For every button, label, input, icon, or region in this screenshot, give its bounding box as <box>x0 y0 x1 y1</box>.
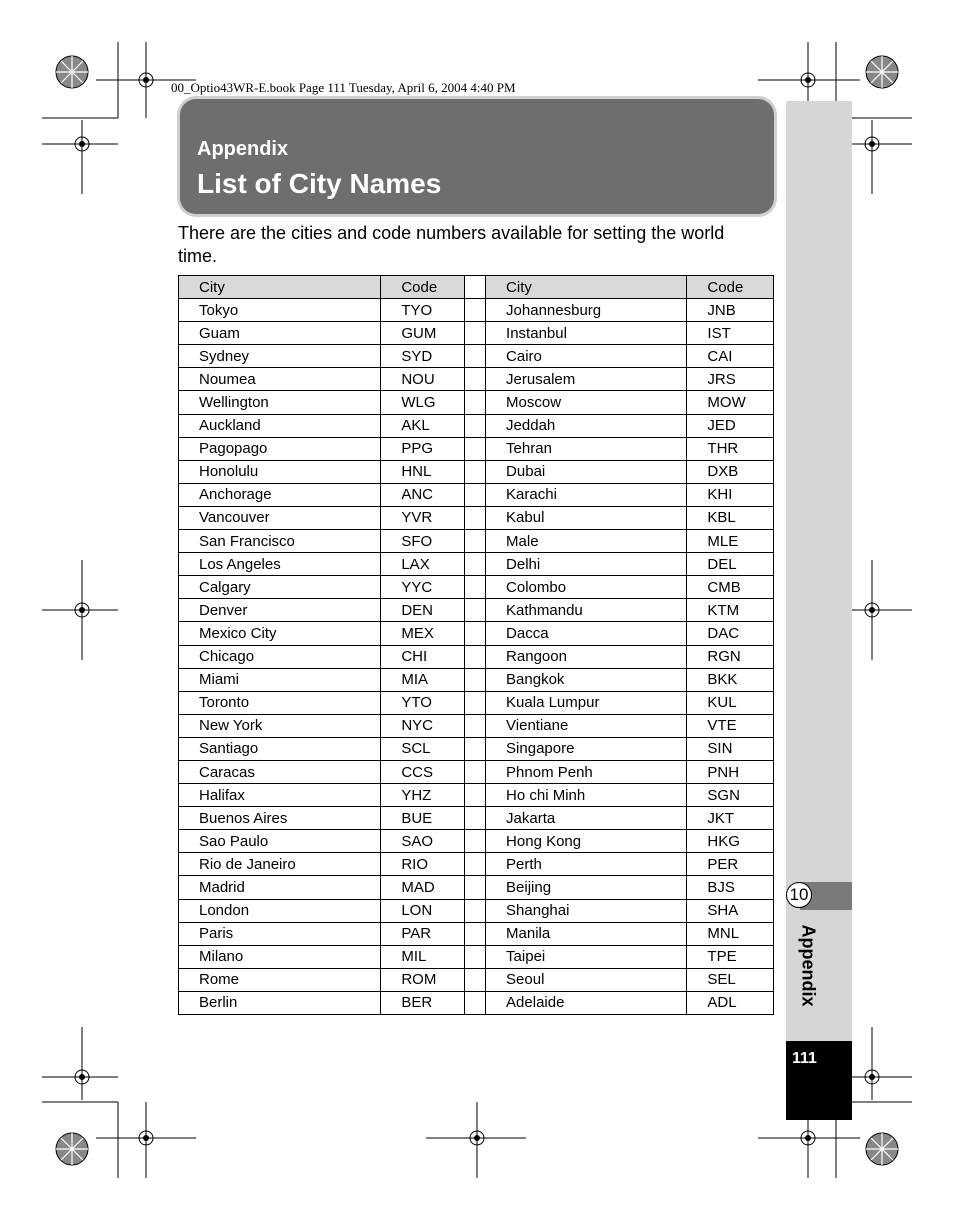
column-separator <box>464 414 486 438</box>
city-right: Delhi <box>485 552 687 576</box>
code-right: IST <box>686 321 774 345</box>
table-row <box>178 900 774 923</box>
city-left: Denver <box>178 598 381 622</box>
table-row <box>178 576 774 599</box>
city-right: Cairo <box>485 344 687 368</box>
code-left: NYC <box>380 714 465 738</box>
city-right: Kuala Lumpur <box>485 691 687 715</box>
table-row <box>178 507 774 530</box>
table-row <box>178 669 774 692</box>
code-left: GUM <box>380 321 465 345</box>
column-separator <box>464 760 486 784</box>
city-right: Rangoon <box>485 645 687 669</box>
code-right: JED <box>686 414 774 438</box>
code-left: NOU <box>380 367 465 391</box>
code-left: SFO <box>380 529 465 553</box>
city-right: Taipei <box>485 945 687 969</box>
table-row <box>178 923 774 946</box>
code-left: MEX <box>380 621 465 645</box>
table-row <box>178 530 774 553</box>
city-left: Halifax <box>178 783 381 807</box>
column-separator <box>464 506 486 530</box>
city-right: Colombo <box>485 575 687 599</box>
table-row <box>178 553 774 576</box>
code-right: TPE <box>686 945 774 969</box>
column-separator <box>464 575 486 599</box>
column-separator <box>464 899 486 923</box>
city-right: Instanbul <box>485 321 687 345</box>
code-left: YTO <box>380 691 465 715</box>
city-left: Madrid <box>178 875 381 899</box>
city-left: Wellington <box>178 390 381 414</box>
code-left: DEN <box>380 598 465 622</box>
city-right: Kathmandu <box>485 598 687 622</box>
code-left: AKL <box>380 414 465 438</box>
city-right: Beijing <box>485 875 687 899</box>
column-separator <box>464 668 486 692</box>
code-left: YYC <box>380 575 465 599</box>
code-left: SCL <box>380 737 465 761</box>
code-left: MIA <box>380 668 465 692</box>
city-left: Honolulu <box>178 460 381 484</box>
column-separator <box>464 367 486 391</box>
column-separator <box>464 691 486 715</box>
table-row <box>178 807 774 830</box>
table-row <box>178 715 774 738</box>
header-code-left: Code <box>380 275 465 299</box>
column-separator <box>464 968 486 992</box>
city-right: Male <box>485 529 687 553</box>
city-left: Los Angeles <box>178 552 381 576</box>
city-left: Rome <box>178 968 381 992</box>
city-left: Sydney <box>178 344 381 368</box>
table-row <box>178 946 774 969</box>
code-left: WLG <box>380 390 465 414</box>
city-left: London <box>178 899 381 923</box>
code-right: JNB <box>686 298 774 322</box>
city-right: Karachi <box>485 483 687 507</box>
table-row <box>178 299 774 322</box>
page-title: List of City Names <box>197 168 442 199</box>
city-right: Hong Kong <box>485 829 687 853</box>
code-right: KUL <box>686 691 774 715</box>
code-right: HKG <box>686 829 774 853</box>
code-right: JRS <box>686 367 774 391</box>
city-right: Jerusalem <box>485 367 687 391</box>
code-left: CHI <box>380 645 465 669</box>
city-left: Rio de Janeiro <box>178 852 381 876</box>
column-separator <box>464 945 486 969</box>
city-left: Calgary <box>178 575 381 599</box>
header-city-left: City <box>178 275 381 299</box>
city-right: Seoul <box>485 968 687 992</box>
code-left: LON <box>380 899 465 923</box>
table-row <box>178 853 774 876</box>
code-right: CAI <box>686 344 774 368</box>
city-right: Kabul <box>485 506 687 530</box>
code-right: DXB <box>686 460 774 484</box>
code-left: SYD <box>380 344 465 368</box>
city-left: San Francisco <box>178 529 381 553</box>
code-left: YVR <box>380 506 465 530</box>
city-left: Caracas <box>178 760 381 784</box>
city-left: Milano <box>178 945 381 969</box>
code-right: VTE <box>686 714 774 738</box>
city-left: Sao Paulo <box>178 829 381 853</box>
code-right: SGN <box>686 783 774 807</box>
table-row <box>178 830 774 853</box>
code-right: DAC <box>686 621 774 645</box>
code-right: PNH <box>686 760 774 784</box>
table-row <box>178 969 774 992</box>
code-right: RGN <box>686 645 774 669</box>
page-number: 111 <box>792 1050 817 1067</box>
code-left: PAR <box>380 922 465 946</box>
city-right: Adelaide <box>485 991 687 1015</box>
column-separator <box>464 714 486 738</box>
table-row <box>178 345 774 368</box>
city-right: Bangkok <box>485 668 687 692</box>
city-right: Phnom Penh <box>485 760 687 784</box>
column-separator <box>464 321 486 345</box>
code-left: HNL <box>380 460 465 484</box>
code-right: JKT <box>686 806 774 830</box>
city-left: Mexico City <box>178 621 381 645</box>
code-left: MIL <box>380 945 465 969</box>
code-right: PER <box>686 852 774 876</box>
city-right: Perth <box>485 852 687 876</box>
column-separator <box>464 783 486 807</box>
file-header-line: 00_Optio43WR-E.book Page 111 Tuesday, April 6, 2004 4:40 PM <box>171 80 516 95</box>
city-right: Dacca <box>485 621 687 645</box>
code-left: PPG <box>380 437 465 461</box>
column-separator <box>464 991 486 1015</box>
code-right: SHA <box>686 899 774 923</box>
code-right: ADL <box>686 991 774 1015</box>
city-left: Anchorage <box>178 483 381 507</box>
header-city-right: City <box>485 275 687 299</box>
table-row <box>178 876 774 899</box>
city-right: Manila <box>485 922 687 946</box>
code-left: ROM <box>380 968 465 992</box>
code-right: KHI <box>686 483 774 507</box>
table-row <box>178 646 774 669</box>
city-left: Paris <box>178 922 381 946</box>
city-code-table <box>178 276 774 1015</box>
code-left: RIO <box>380 852 465 876</box>
code-right: MNL <box>686 922 774 946</box>
table-row <box>178 692 774 715</box>
column-separator <box>464 621 486 645</box>
column-separator <box>464 737 486 761</box>
column-separator <box>464 437 486 461</box>
table-row <box>178 738 774 761</box>
header-code-right: Code <box>686 275 774 299</box>
table-row <box>178 761 774 784</box>
table-row <box>178 461 774 484</box>
city-left: Auckland <box>178 414 381 438</box>
table-row <box>178 438 774 461</box>
column-separator <box>464 529 486 553</box>
city-right: Moscow <box>485 390 687 414</box>
table-row <box>178 622 774 645</box>
code-left: BUE <box>380 806 465 830</box>
code-left: BER <box>380 991 465 1015</box>
table-row <box>178 784 774 807</box>
code-right: DEL <box>686 552 774 576</box>
city-right: Ho chi Minh <box>485 783 687 807</box>
code-left: LAX <box>380 552 465 576</box>
code-left: ANC <box>380 483 465 507</box>
city-left: Buenos Aires <box>178 806 381 830</box>
table-row <box>178 368 774 391</box>
city-right: Jeddah <box>485 414 687 438</box>
column-separator <box>464 806 486 830</box>
table-row <box>178 391 774 414</box>
code-left: TYO <box>380 298 465 322</box>
section-label: Appendix <box>197 138 289 160</box>
table-row <box>178 599 774 622</box>
city-left: Vancouver <box>178 506 381 530</box>
table-row <box>178 992 774 1015</box>
column-separator <box>464 275 486 299</box>
code-right: KBL <box>686 506 774 530</box>
city-left: Santiago <box>178 737 381 761</box>
column-separator <box>464 829 486 853</box>
column-separator <box>464 852 486 876</box>
city-left: Berlin <box>178 991 381 1015</box>
code-right: SIN <box>686 737 774 761</box>
code-left: MAD <box>380 875 465 899</box>
city-left: Chicago <box>178 645 381 669</box>
city-right: Vientiane <box>485 714 687 738</box>
code-left: YHZ <box>380 783 465 807</box>
intro-paragraph: There are the cities and code numbers available for setting the world time. <box>178 223 725 266</box>
code-right: KTM <box>686 598 774 622</box>
column-separator <box>464 298 486 322</box>
city-right: Shanghai <box>485 899 687 923</box>
city-left: Pagopago <box>178 437 381 461</box>
city-right: Johannesburg <box>485 298 687 322</box>
city-left: Toronto <box>178 691 381 715</box>
code-right: THR <box>686 437 774 461</box>
column-separator <box>464 645 486 669</box>
table-row <box>178 415 774 438</box>
chapter-number: 10 <box>786 882 812 908</box>
table-header-row <box>178 276 774 299</box>
table-row <box>178 322 774 345</box>
table-row <box>178 484 774 507</box>
city-left: Guam <box>178 321 381 345</box>
code-left: SAO <box>380 829 465 853</box>
column-separator <box>464 922 486 946</box>
chapter-label: Appendix <box>798 924 819 1007</box>
city-left: Tokyo <box>178 298 381 322</box>
city-right: Singapore <box>485 737 687 761</box>
column-separator <box>464 483 486 507</box>
column-separator <box>464 598 486 622</box>
column-separator <box>464 875 486 899</box>
column-separator <box>464 552 486 576</box>
code-right: SEL <box>686 968 774 992</box>
column-separator <box>464 390 486 414</box>
code-right: BKK <box>686 668 774 692</box>
city-left: Noumea <box>178 367 381 391</box>
city-right: Jakarta <box>485 806 687 830</box>
city-right: Dubai <box>485 460 687 484</box>
code-right: CMB <box>686 575 774 599</box>
city-right: Tehran <box>485 437 687 461</box>
column-separator <box>464 344 486 368</box>
code-right: BJS <box>686 875 774 899</box>
column-separator <box>464 460 486 484</box>
city-left: New York <box>178 714 381 738</box>
code-right: MLE <box>686 529 774 553</box>
code-left: CCS <box>380 760 465 784</box>
city-left: Miami <box>178 668 381 692</box>
code-right: MOW <box>686 390 774 414</box>
